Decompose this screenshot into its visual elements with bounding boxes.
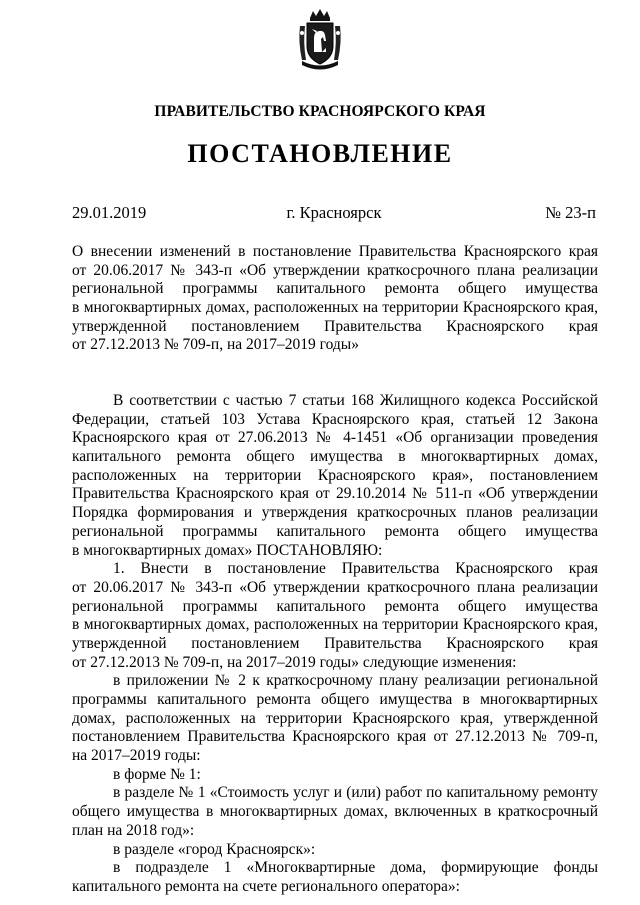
- body-line: Федерации, статьей 103 Устава Красноярского края, статьей 12 Закона: [72, 410, 598, 428]
- subject-line: О внесении изменений в постановление Правительства Красноярского края: [72, 243, 598, 260]
- subject-line: утвержденной постановлением Правительства Красноярского края: [72, 317, 598, 335]
- body-line: постановлением Правительства Красноярского края от 27.12.2013 № 709-п,: [72, 728, 598, 746]
- body-line: региональной программы капитального ремонта общего имущества: [72, 597, 598, 615]
- body-line: в разделе «город Красноярск»:: [113, 840, 316, 858]
- krasnoyarsk-coat-of-arms-icon: [296, 8, 344, 74]
- subject-line: региональной программы капитального ремонта общего имущества: [72, 280, 598, 298]
- body-line: Порядка формирования и утверждения краткосрочных планов реализации: [72, 504, 598, 522]
- subject-line: от 20.06.2017 № 343-п «Об утверждении краткосрочного плана реализации: [72, 261, 598, 279]
- body-line: в многоквартирных домах» ПОСТАНОВЛЯЮ:: [72, 541, 383, 559]
- body-line: на 2017–2019 годы:: [72, 747, 201, 765]
- body-line: В соответствии с частью 7 статьи 168 Жилищного кодекса Российской: [113, 392, 598, 409]
- document-meta: [72, 203, 596, 225]
- body-line: в форме № 1:: [113, 765, 201, 783]
- body-line: в разделе № 1 «Стоимость услуг и (или) работ по капитальному ремонту: [113, 784, 598, 802]
- body-line: программы капитального ремонта общего имущества в многоквартирных: [72, 691, 598, 708]
- document-body: [72, 392, 598, 897]
- body-line: в многоквартирных домах, расположенных на территории Красноярского края,: [72, 616, 598, 634]
- body-line: расположенных на территории Красноярского края», постановлением: [72, 466, 598, 484]
- body-line: утвержденной постановлением Правительства Красноярского края: [72, 634, 598, 652]
- document-title: ПОСТАНОВЛЕНИЕ: [187, 139, 453, 168]
- subject-line: от 27.12.2013 № 709-п, на 2017–2019 годы»: [72, 336, 359, 354]
- government-heading: ПРАВИТЕЛЬСТВО КРАСНОЯРСКОГО КРАЯ: [154, 103, 486, 120]
- body-line: от 27.12.2013 № 709-п, на 2017–2019 годы» следующие изменения:: [72, 653, 517, 671]
- body-line: капитального ремонта общего имущества в многоквартирных домах,: [72, 448, 598, 466]
- body-line: в подразделе 1 «Многоквартирные дома, формирующие фонды: [113, 859, 598, 877]
- body-line: план на 2018 год»:: [72, 821, 195, 839]
- document-subject: [72, 243, 598, 355]
- body-line: домах, расположенных на территории Красноярского края, утвержденной: [72, 709, 598, 727]
- body-line: Красноярского края от 27.06.2013 № 4-1451 «Об организации проведения: [72, 429, 598, 447]
- body-line: региональной программы капитального ремонта общего имущества: [72, 522, 598, 540]
- body-line: капитального ремонта на счете регионального оператора»:: [72, 877, 460, 895]
- document-number: № 23-п: [545, 203, 596, 222]
- subject-line: в многоквартирных домах, расположенных на территории Красноярского края,: [72, 299, 598, 317]
- document-city: г. Красноярск: [286, 203, 382, 222]
- document-date: 29.01.2019: [72, 203, 147, 222]
- body-line: от 20.06.2017 № 343-п «Об утверждении краткосрочного плана реализации: [72, 578, 598, 596]
- body-line: 1. Внести в постановление Правительства Красноярского края: [113, 560, 598, 578]
- body-line: в приложении № 2 к краткосрочному плану реализации региональной: [113, 672, 598, 690]
- body-line: общего имущества в многоквартирных домах, включенных в краткосрочный: [72, 803, 598, 821]
- body-line: Правительства Красноярского края от 29.10.2014 № 511-п «Об утверждении: [72, 485, 598, 503]
